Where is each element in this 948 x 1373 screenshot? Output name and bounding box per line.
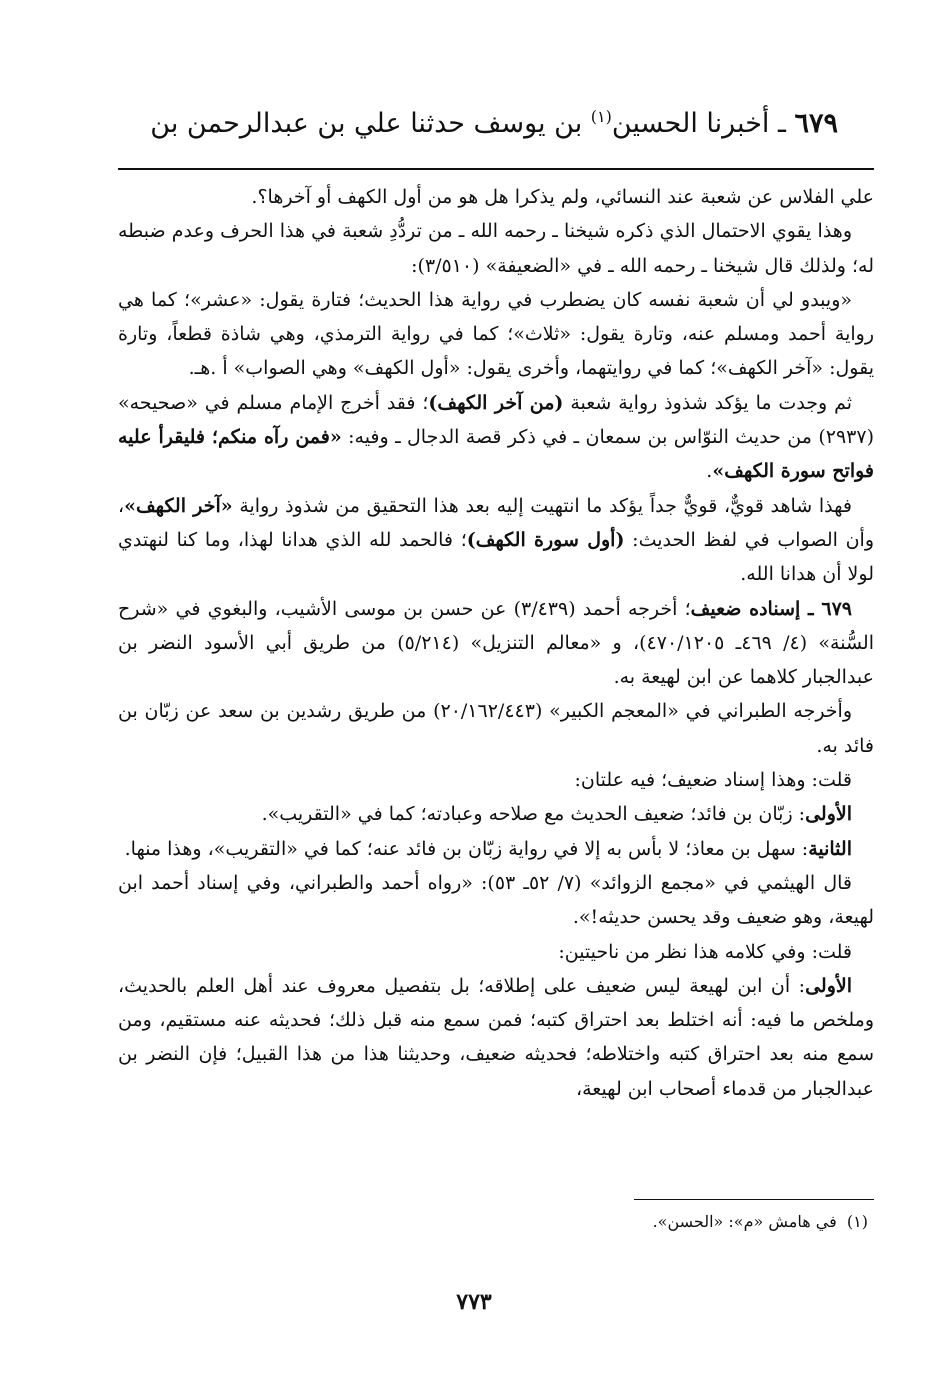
text-run: قال الهيثمي في «مجمع الزوائد» (٧/ ٥٢ـ ٥٣): «رواه أحمد والطبراني، وفي إسناد أحمد ابن لهيعة، وهو ضعيف وقد يحسن حديثه!». [118, 871, 874, 929]
text-run: وأخرجه الطبراني في «المعجم الكبير» (٢٠/١٦٢/٤٤٣) من طريق رشدين بن سعد عن زبّان بن فائد به. [118, 700, 874, 757]
text-run: قلت: وفي كلامه هذا نظر من ناحيتين: [558, 940, 852, 963]
paragraph [118, 832, 874, 866]
text-run: ؛ فالحمد لله الذي هدانا لهذا، وما كنا لنهتدي لولا أن هدانا الله. [118, 528, 874, 586]
text-run: فهذا شاهد قويٌّ، قويٌّ جداً يؤكد ما انتهيت إليه بعد هذا التحقيق من شذوذ رواية [232, 494, 853, 517]
heading-dash: ـ [769, 108, 795, 139]
text-run: علي الفلاس عن شعبة عند النسائي، ولم يذكرا هل هو من أول الكهف أو آخرها؟. [251, 186, 874, 208]
text-run: وهذا يقوي الاحتمال الذي ذكره شيخنا ـ رحمه الله ـ من تردُّدِ شعبة في هذا الحرف وعدم ضبطه له؛ ولذلك قال شيخنا ـ رحمه الله ـ في «الضعيفة» (٣/٥١٠): [118, 220, 874, 277]
footnote-text: في هامش «م»: «الحسن». [652, 1212, 837, 1231]
bold-text: الثانية [808, 837, 852, 860]
footnote [268, 1210, 868, 1234]
commentary-body [118, 180, 874, 1106]
paragraph [118, 592, 874, 695]
text-run: : أن ابن لهيعة ليس ضعيف على إطلاقه؛ بل بتفصيل معروف عند أهل العلم بالحديث، وملخص ما فيه: أنه اختلط بعد احتراق كتبه؛ فمن سمع منه قبل ذلك؛ فحديثه عنه مستقيم، ومن سمع منه بعد احتراق كتبه واختلاطه؛ فحديثه ضعيف، وحديثنا هذا من هذا القبيل؛ فإن النضر بن عبدالجبار من قدماء أصحاب ابن لهيعة، [118, 974, 874, 1100]
text-run: . [706, 460, 713, 483]
bold-text: «آخر الكهف» [124, 494, 233, 517]
paragraph [118, 763, 874, 797]
text-run: «ويبدو لي أن شعبة نفسه كان يضطرب في رواية هذا الحديث؛ فتارة يقول: «عشر»؛ كما هي رواية أحمد ومسلم عنه، وتارة يقول: «ثلاث»؛ كما في رواية الترمذي، وهي شاذة قطعاً، وتارة يقول: «آخر الكهف»؛ كما في روايتهما، وأخرى يقول: «أول الكهف» وهي الصواب» أ .هـ. [118, 288, 874, 380]
text-run: ثم وجدت ما يؤكد شذوذ رواية شعبة [563, 391, 853, 414]
paragraph [118, 180, 874, 214]
bold-text: الأولى [805, 974, 852, 997]
paragraph [118, 797, 874, 831]
paragraph [118, 694, 874, 763]
paragraph [118, 935, 874, 969]
bold-text: الأولى [805, 803, 852, 826]
paragraph [118, 214, 874, 283]
heading-divider [118, 168, 874, 170]
bold-text: ٦٧٩ ـ إسناده ضعيف [690, 597, 852, 620]
paragraph [118, 386, 874, 489]
bold-text: (أول سورة الكهف) [466, 528, 625, 551]
bold-text: «فمن رآه منكم؛ فليقرأ عليه فواتح سورة الكهف» [118, 426, 874, 483]
bold-text: (من آخر الكهف) [428, 391, 564, 414]
footnote-marker: (١) [846, 1212, 868, 1231]
text-run: : سهل بن معاذ؛ لا بأس به إلا في رواية زبّان بن فائد عنه؛ كما في «التقريب»، وهذا منها. [124, 837, 809, 860]
footnote-divider [634, 1199, 874, 1200]
text-run: قلت: وهذا إسناد ضعيف؛ فيه علتان: [574, 769, 852, 792]
footnote-reference[interactable]: (١) [590, 107, 612, 126]
paragraph [118, 866, 874, 935]
heading-text-start: أخبرنا الحسين [611, 108, 770, 139]
text-run: ؛ فقد أخرج الإمام مسلم في «صحيحه» (٢٩٣٧) من حديث النوّاس بن سمعان ـ في ذكر قصة الدجال ـ وفيه: [118, 391, 874, 449]
paragraph [118, 283, 874, 386]
paragraph [118, 489, 874, 592]
page-number: ٧٧٣ [456, 1289, 492, 1315]
hadith-heading [98, 104, 838, 144]
text-run: ، وأن الصواب في لفظ الحديث: [118, 494, 875, 551]
hadith-number: ٦٧٩ [794, 108, 838, 139]
heading-text-end: بن يوسف حدثنا علي بن عبدالرحمن بن [150, 108, 591, 139]
text-run: : زبّان بن فائد؛ ضعيف الحديث مع صلاحه وعبادته؛ كما في «التقريب». [261, 803, 806, 826]
paragraph [118, 969, 874, 1106]
text-run: ؛ أخرجه أحمد (٣/٤٣٩) عن حسن بن موسى الأشيب، والبغوي في «شرح السُّنة» (٤/ ٤٦٩ـ ٤٧٠/١٢٠٥)، و «معالم التنزيل» (٥/٢١٤) من طريق أبي الأسود النضر بن عبدالجبار كلاهما عن ابن لهيعة به. [118, 597, 874, 689]
